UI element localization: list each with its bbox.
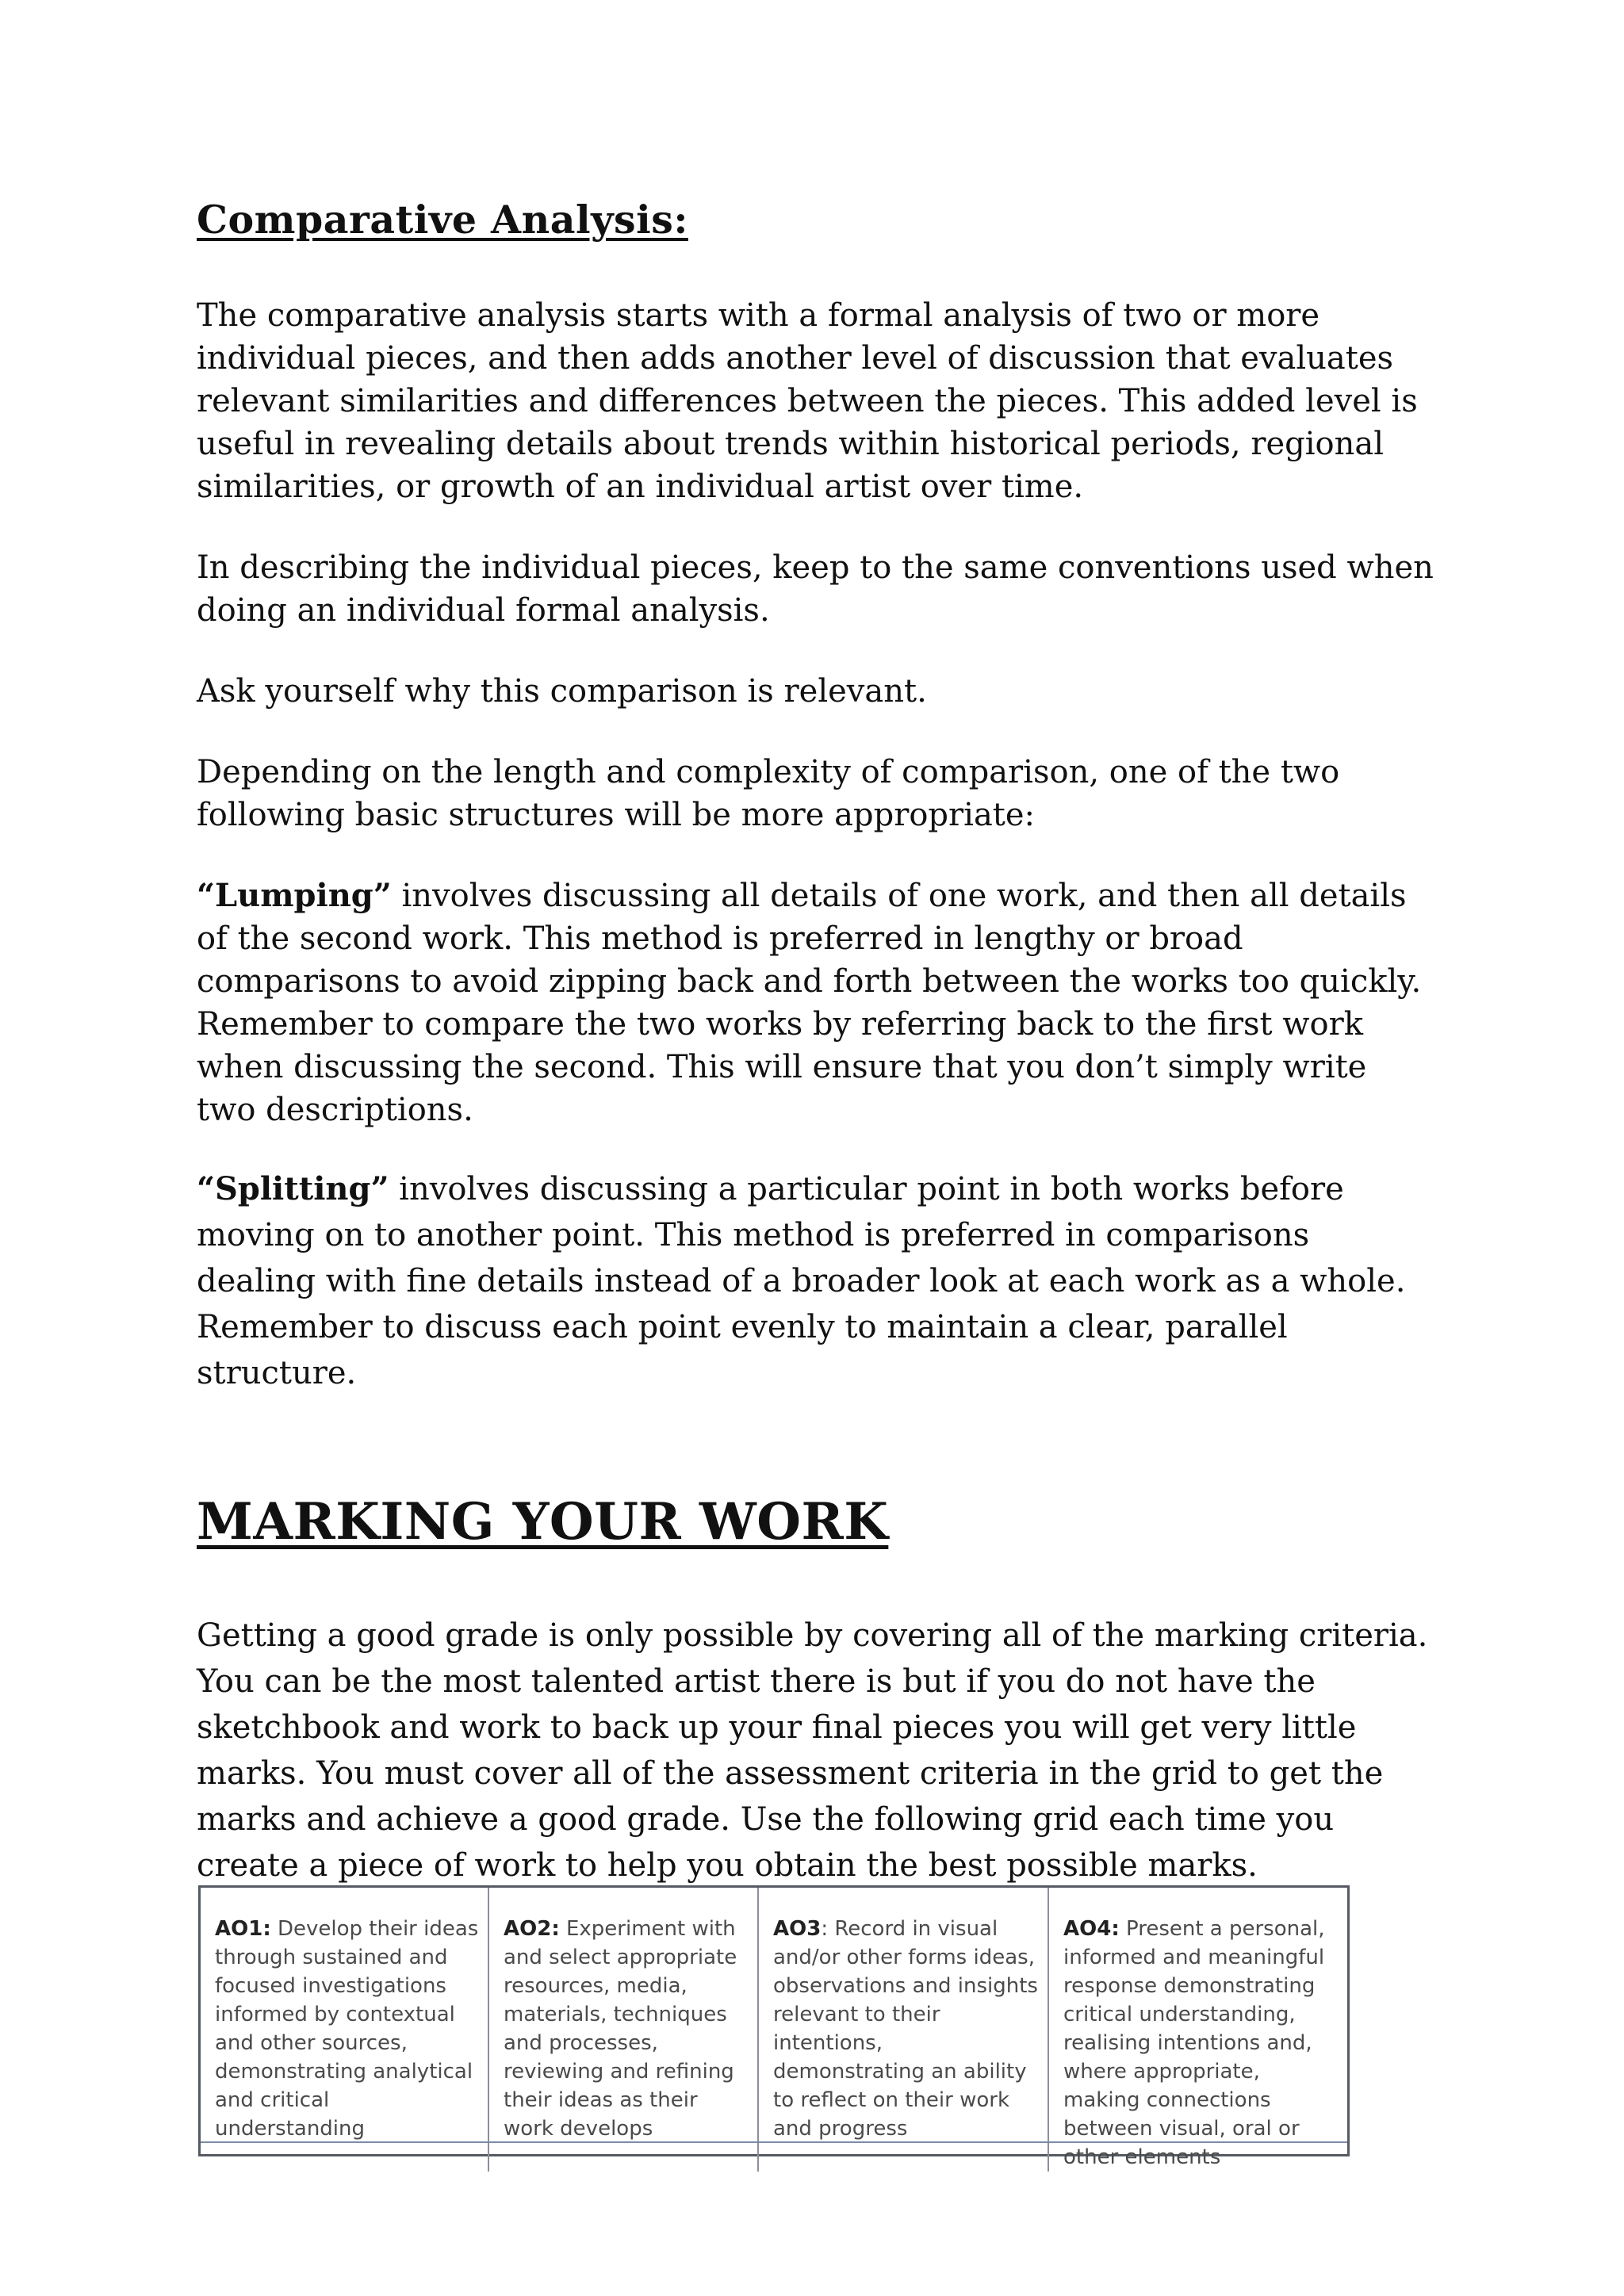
lumping-term: “Lumping” — [197, 876, 392, 914]
describing-paragraph: In describing the individual pieces, keep to the same conventions used when doing an individual formal analysis. — [197, 549, 1434, 629]
criteria-cell-ao2 — [489, 1888, 759, 2172]
marking-paragraph: Getting a good grade is only possible by covering all of the marking criteria. You can be the most talented artist there is but if you do not have the sketchbook and work to back up your final pieces you will get very little marks. You must cover all of the assessment criteria in the grid to get the marks and achieve a good grade. Use the following grid each time you create a piece of work to help you obtain the best possible marks. — [197, 1617, 1428, 1885]
structures-paragraph: Depending on the length and complexity of comparison, one of the two following basic structures will be more appropriate: — [197, 753, 1340, 833]
marking-your-work-heading: MARKING YOUR WORK — [197, 1491, 889, 1552]
ao1-label: AO1: — [215, 1917, 271, 1941]
ao2-label: AO2: — [504, 1917, 560, 1941]
splitting-paragraph — [197, 1166, 1434, 1396]
ao1-text: Develop their ideas through sustained and focused investigations informed by contextual and other sources, demonstrating analytical and critical understanding — [215, 1917, 479, 2141]
lumping-paragraph — [197, 874, 1434, 1131]
grid-bottom-rule — [201, 2141, 1347, 2143]
criteria-cell-ao3 — [759, 1888, 1049, 2172]
ao3-text: : Record in visual and/or other forms ideas, observations and insights relevant to their intentions, demonstrating an ability to reflect on their work and progress — [773, 1917, 1038, 2141]
criteria-cell-ao1 — [201, 1888, 489, 2172]
document-page — [197, 197, 1434, 1888]
criteria-cell-ao4 — [1049, 1888, 1347, 2172]
ao2-text: Experiment with and select appropriate resources, media, materials, techniques and processes, reviewing and refining their ideas as their work develops — [504, 1917, 737, 2141]
splitting-term: “Splitting” — [197, 1169, 389, 1207]
lumping-description: involves discussing all details of one work, and then all details of the second work. This method is preferred in lengthy or broad comparisons to avoid zipping back and forth between the works too quickly. Remember to compare the two works by referring back to the first work when discussing the second. This will ensure that you don’t simply write two descriptions. — [197, 877, 1422, 1128]
ao4-text: Present a personal, informed and meaningful response demonstrating critical understanding, realising intentions and, where appropriate, making connections between visual, oral or other elements — [1063, 1917, 1325, 2169]
ao4-label: AO4: — [1063, 1917, 1120, 1941]
ao3-label: AO3 — [773, 1917, 822, 1941]
ask-yourself-paragraph: Ask yourself why this comparison is relevant. — [197, 672, 927, 710]
assessment-criteria-grid — [198, 1885, 1350, 2169]
splitting-description: involves discussing a particular point in both works before moving on to another point. This method is preferred in comparisons dealing with fine details instead of a broader look at each work as a whole. Remember to discuss each point evenly to maintain a clear, parallel structure. — [197, 1170, 1406, 1391]
comparative-analysis-heading: Comparative Analysis: — [197, 197, 688, 243]
comparative-intro-paragraph: The comparative analysis starts with a formal analysis of two or more individual pieces, and then adds another level of discussion that evaluates relevant similarities and differences between the pieces. This added level is useful in revealing details about trends within historical periods, regional similarities, or growth of an individual artist over time. — [197, 297, 1418, 505]
